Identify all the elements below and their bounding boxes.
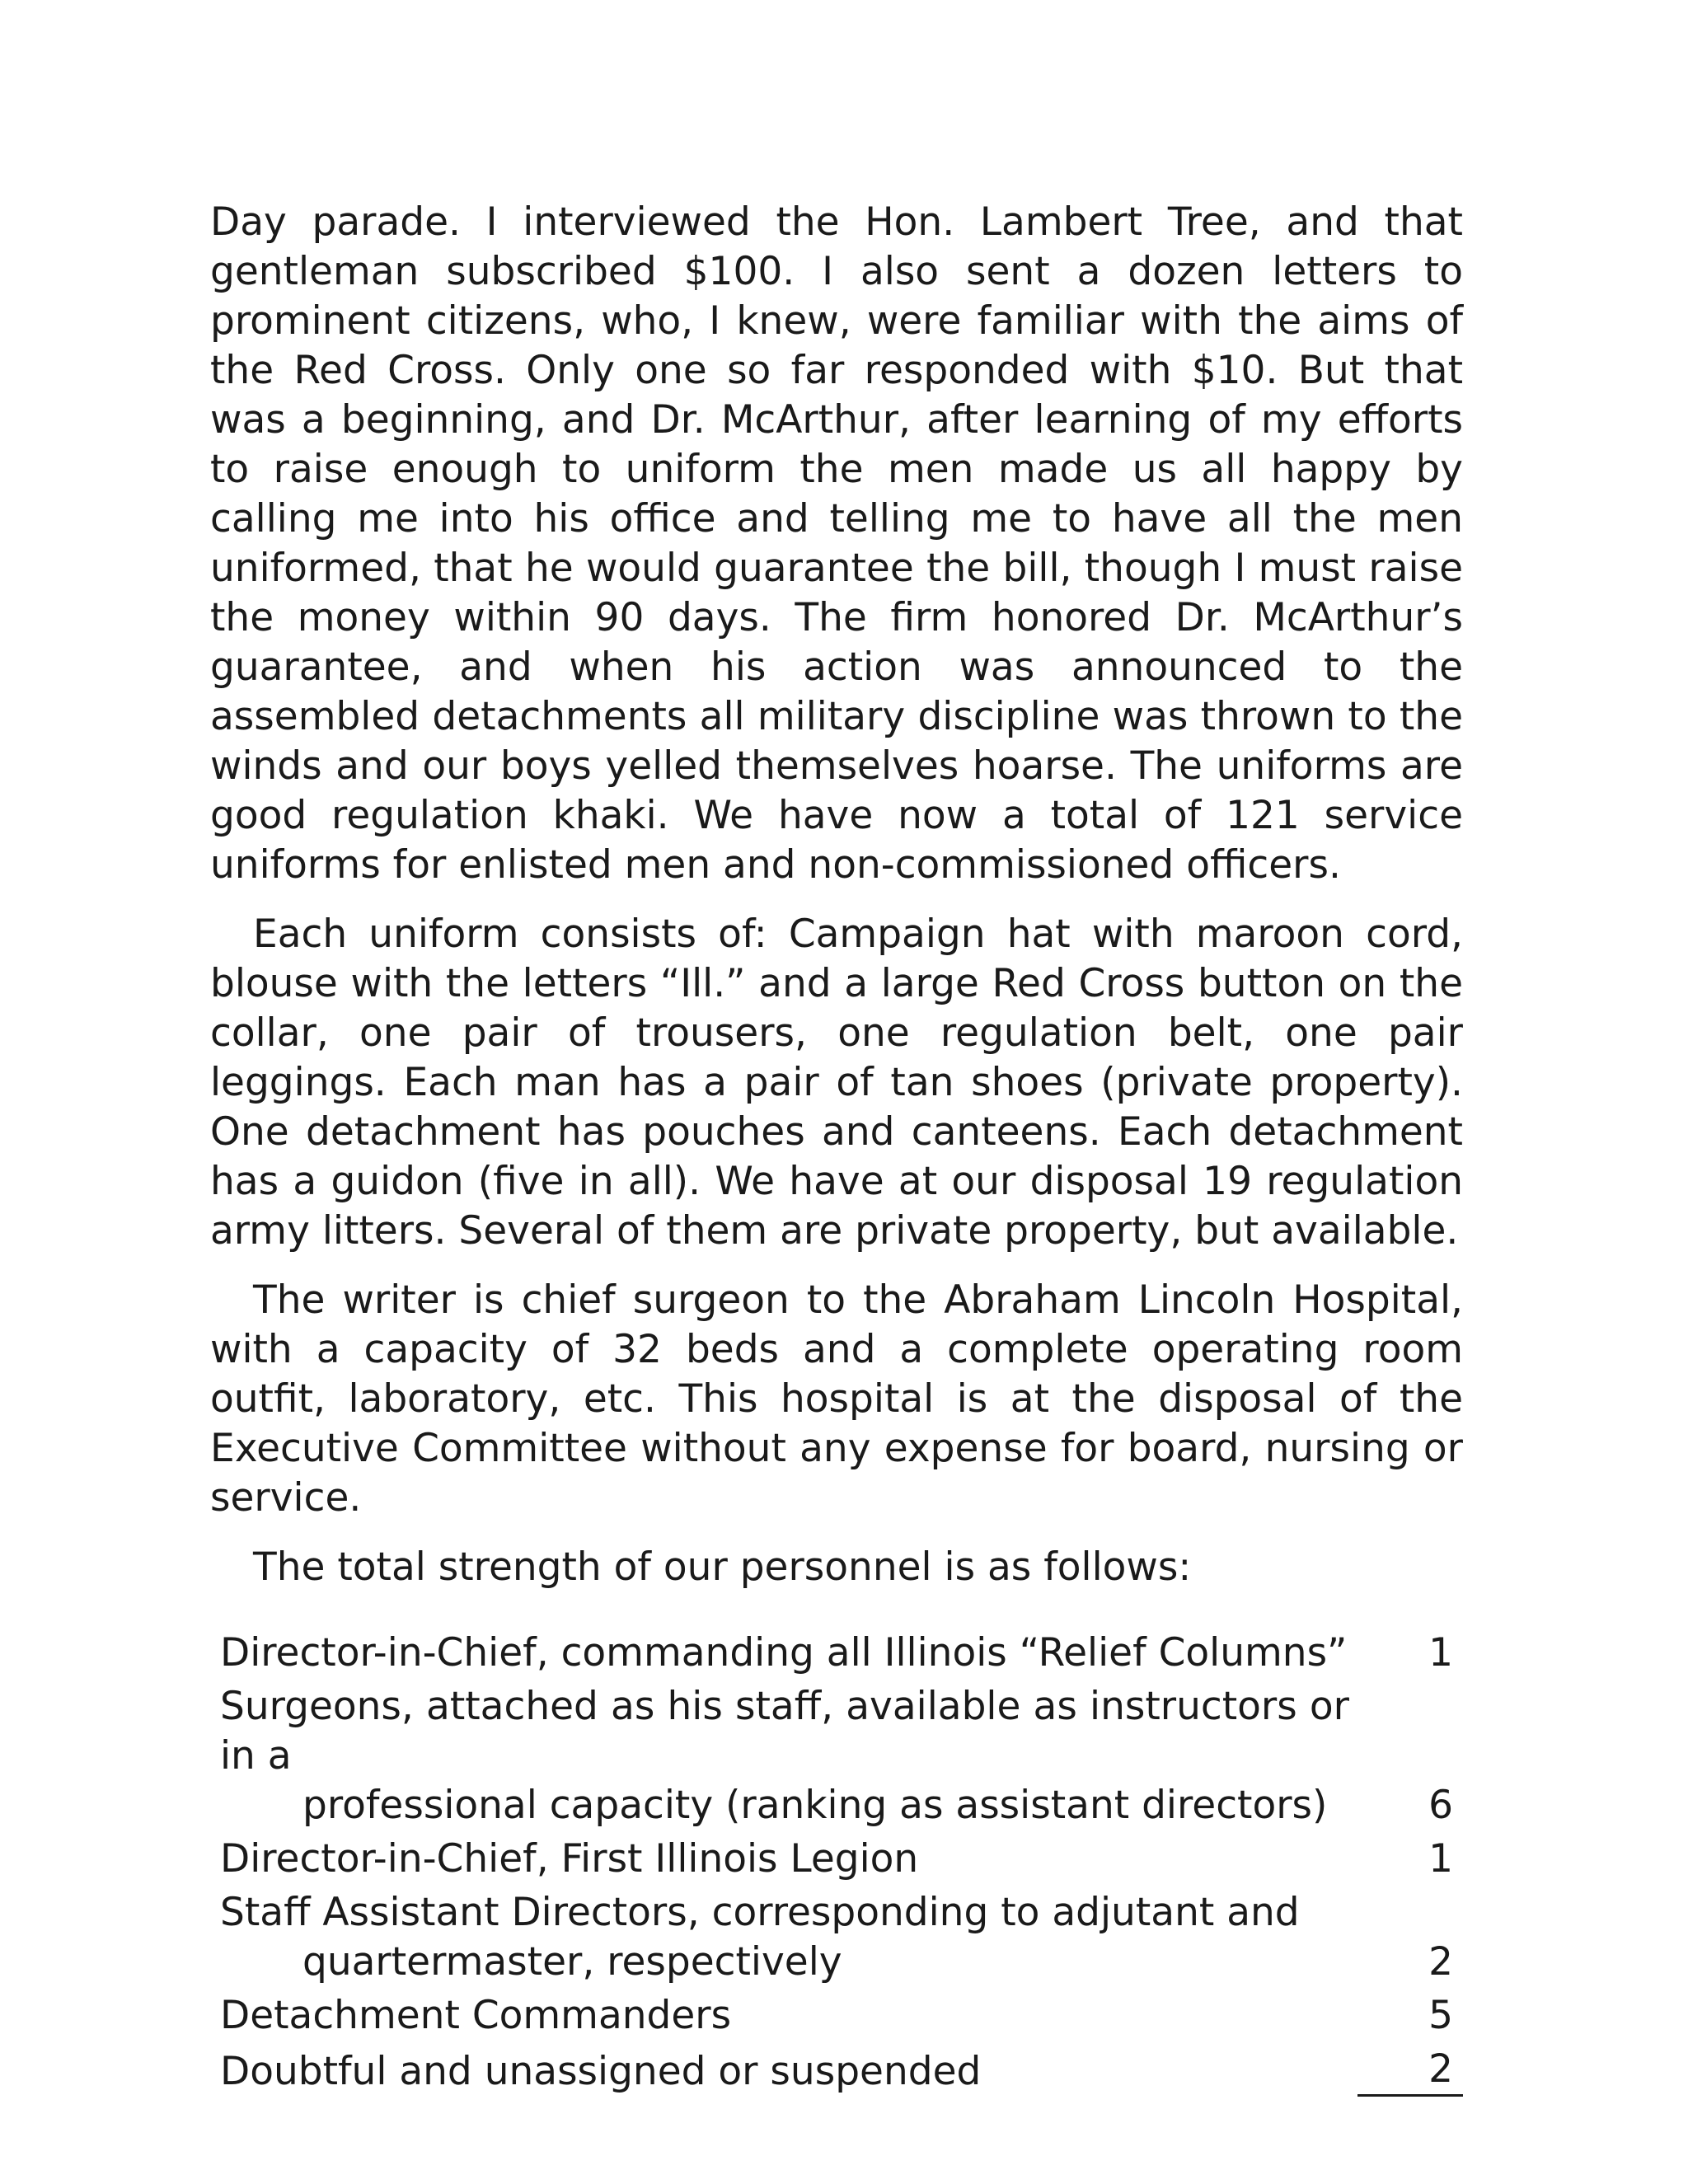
personnel-count: 6 [1428, 1783, 1453, 1828]
personnel-count: 1 [1428, 1836, 1453, 1882]
personnel-count: 2 [1428, 1939, 1453, 1985]
paragraph-hospital: The writer is chief surgeon to the Abraham Lincoln Hospital, with a capacity of 32 beds and a complete operating room outfit, laboratory, etc. This hospital is at the disposal of the Executive Committee without any expense for board, nursing or service. [210, 1277, 1463, 1521]
page-body [210, 198, 1463, 2101]
personnel-description [220, 1991, 1349, 2041]
personnel-description-continuation: quartermaster, respectively [302, 1939, 842, 1985]
personnel-row [220, 1991, 1463, 2041]
personnel-description [220, 1682, 1349, 1830]
personnel-count-underlined: 2 [1357, 2045, 1463, 2097]
personnel-description [220, 1888, 1349, 1987]
paragraph-uniform-contents: Each uniform consists of: Campaign hat with maroon cord, blouse with the letters “Ill.” and a large Red Cross button on the collar, one pair of trousers, one regulation belt, one pair leggings. Each man has a pair of tan shoes (private property). One detachment has pouches and canteens. Each detachment has a guidon (five in all). We have at our disposal 19 regulation army litters. Several of them are private property, but available. [210, 912, 1463, 1254]
personnel-description-line: Director-in-Chief, commanding all Illinois “Relief Columns” [220, 1630, 1348, 1675]
personnel-row [220, 1629, 1463, 1678]
paragraph-uniform-funding: Day parade. I interviewed the Hon. Lambert Tree, and that gentleman subscribed $100. I also sent a dozen letters to prominent citizens, who, I knew, were familiar with the aims of the Red Cross. Only one so far responded with $10. But that was a beginning, and Dr. McArthur, after learning of my efforts to raise enough to uniform the men made us all happy by calling me into his office and telling me to have all the men uniformed, that he would guarantee the bill, though I must raise the money within 90 days. The firm honored Dr. McArthur’s guarantee, and when his action was announced to the assembled detachments all military discipline was thrown to the winds and our boys yelled themselves hoarse. The uniforms are good regulation khaki. We have now a total of 121 service uniforms for enlisted men and non-commissioned officers. [210, 199, 1463, 888]
personnel-count: 5 [1428, 1993, 1453, 2038]
personnel-description-line: Director-in-Chief, First Illinois Legion [220, 1836, 919, 1882]
paragraph-personnel-intro: The total strength of our personnel is as follows: [253, 1544, 1192, 1590]
personnel-row [220, 1835, 1463, 1884]
personnel-description [220, 1629, 1349, 1678]
personnel-row [220, 1682, 1463, 1830]
personnel-description-line: Detachment Commanders [220, 1993, 732, 2038]
personnel-count: 1 [1428, 1630, 1453, 1675]
personnel-description [220, 2047, 1349, 2097]
personnel-row [220, 2045, 1463, 2097]
personnel-description-line: Surgeons, attached as his staff, available as instructors or in a [220, 1684, 1349, 1779]
personnel-row [220, 1888, 1463, 1987]
personnel-table [220, 1629, 1463, 2097]
personnel-description-line: Staff Assistant Directors, corresponding to adjutant and [220, 1890, 1300, 1935]
personnel-description-continuation: professional capacity (ranking as assistant directors) [302, 1783, 1328, 1828]
personnel-description-line: Doubtful and unassigned or suspended [220, 2049, 982, 2094]
personnel-description [220, 1835, 1349, 1884]
